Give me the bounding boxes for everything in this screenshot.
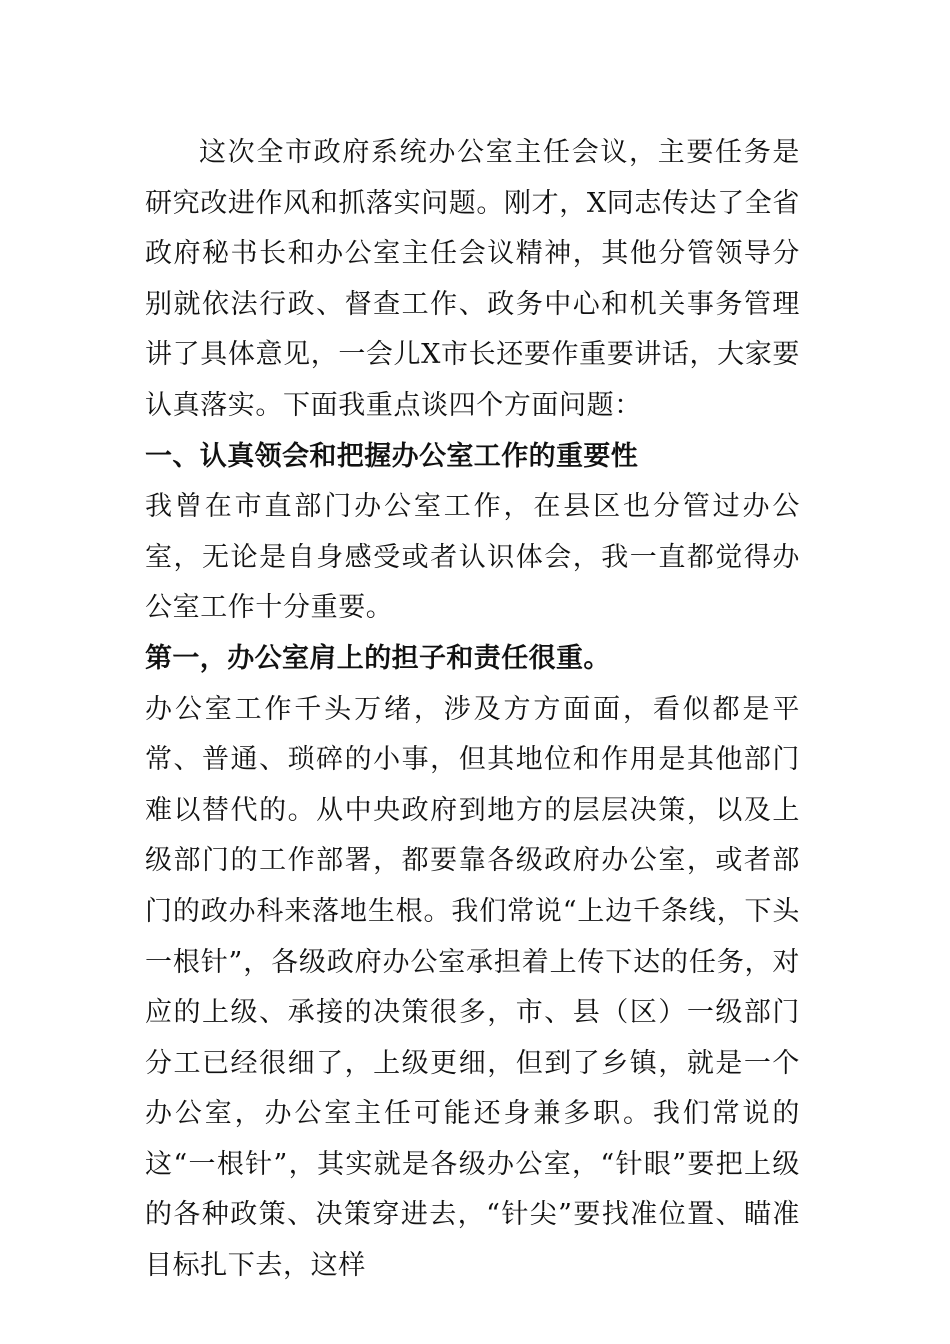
- sub-paragraph-1: 办公室工作千头万绪，涉及方方面面，看似都是平常、普通、琐碎的小事，但其地位和作用是其他部门难以替代的。从中央政府到地方的层层决策，以及上级部门的工作部署，都要靠各级政府办公室，或者部门的政办科来落地生根。我们常说“上边千条线，下头一根针”，各级政府办公室承担着上传下达的任务，对应的上级、承接的决策很多，市、县（区）一级部门分工已经很细了，上级更细，但到了乡镇，就是一个办公室，办公室主任可能还身兼多职。我们常说的这“一根针”，其实就是各级办公室，“针眼”要把上级的各种政策、决策穿进去，“针尖”要找准位置、瞄准目标扎下去，这样: [145, 693, 800, 1282]
- section-heading-1: 一、认真领会和把握办公室工作的重要性: [145, 440, 639, 472]
- intro-paragraph: 这次全市政府系统办公室主任会议，主要任务是研究改进作风和抓落实问题。刚才，X同志传达了全省政府秘书长和办公室主任会议精神，其他分管领导分别就依法行政、督查工作、政务中心和机关事务管理讲了具体意见，一会儿X市长还要作重要讲话，大家要认真落实。下面我重点谈四个方面问题：: [145, 137, 800, 421]
- document-body: [145, 128, 800, 1292]
- sub-heading-1: 第一，办公室肩上的担子和责任很重。: [145, 642, 611, 674]
- section-paragraph-1: 我曾在市直部门办公室工作，在县区也分管过办公室，无论是自身感受或者认识体会，我一直都觉得办公室工作十分重要。: [145, 491, 800, 624]
